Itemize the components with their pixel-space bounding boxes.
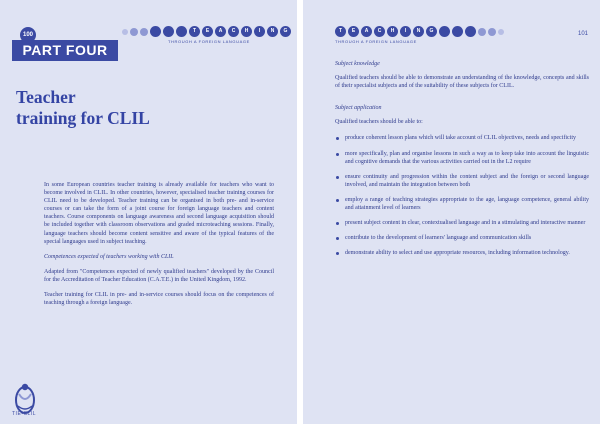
page-number-right: 101 [577, 31, 588, 37]
subject-knowledge-heading: Subject knowledge [335, 61, 380, 67]
intro-paragraph: In some European countries teacher training is already available for teachers who want to become involved in CLIL. In other countries, however, specialised teacher training courses for CLIL need to be developed. Teacher training can be organised in both pre- and in-service courses or can take the form of a joint course for foreign language teachers and content teachers. Course components on language awareness and second language acquisition should be included together with classroom observations and graded microteaching sessions. Finally, language teachers should become content sensitive and aware of the typical features of the special languages used in subject teaching. [44, 182, 274, 245]
competences-heading: Competences expected of teachers working with CLIL [44, 253, 174, 260]
page-number-left: 100 [20, 27, 36, 43]
list-item-text: demonstrate ability to select and use appropriate resources, including information technology. [345, 250, 570, 257]
series-letter: G [426, 26, 437, 37]
series-dot [452, 26, 463, 37]
subject-knowledge-text: Qualified teachers should be able to demonstrate an understanding of the knowledge, concepts and skills of their specialist subjects and of the suitability of these subjects for CLIL. [335, 75, 589, 90]
series-dot [163, 26, 174, 37]
series-letter: E [348, 26, 359, 37]
left-page [0, 0, 297, 424]
list-item-text: produce coherent lesson plans which will take account of CLIL objectives, needs and specificity [345, 135, 577, 142]
list-item [335, 134, 589, 142]
title-line: Teacher [16, 87, 76, 107]
series-letter: H [241, 26, 252, 37]
list-item-text: contribute to the development of learners' language and communication skills [345, 235, 532, 242]
list-item-text: more specifically, plan and organise lessons in such a way as to keep take into account the linguistic and cognitive demands that the various activities carried out in the L2 require [345, 150, 589, 165]
bullet-icon [336, 222, 339, 225]
competence-list [335, 134, 589, 257]
series-letter: I [254, 26, 265, 37]
left-body-text [44, 181, 274, 314]
list-item-text: present subject content in clear, contextualised language and in a stimulating and interactive manner [345, 220, 586, 227]
series-header-left [122, 25, 291, 45]
series-letter: H [387, 26, 398, 37]
series-letter: C [374, 26, 385, 37]
series-letter: I [400, 26, 411, 37]
series-dot [465, 26, 476, 37]
bullet-icon [336, 153, 339, 156]
subject-application-intro: Qualified teachers should be able to: [335, 119, 423, 126]
series-letter: A [361, 26, 372, 37]
logo-text: TIE-CLIL [12, 411, 37, 417]
closing-paragraph: Teacher training for CLIL in pre- and in-service courses should focus on the competences of teaching through a foreign language. [44, 292, 274, 307]
list-item [335, 219, 589, 227]
bullet-icon [336, 237, 339, 240]
series-dot [176, 26, 187, 37]
series-dot [488, 28, 496, 36]
series-letter: T [335, 26, 346, 37]
list-item-text: employ a range of teaching strategies appropriate to the age, language competence, general ability and attainment level of learners [345, 196, 589, 212]
series-letter: G [280, 26, 291, 37]
series-letter: N [267, 26, 278, 37]
list-item-text: ensure continuity and progression within the content subject and the foreign or second language involved, and maintain the integration between both [345, 173, 589, 188]
list-item [335, 249, 589, 257]
list-item [335, 150, 589, 166]
bullet-icon [336, 137, 339, 140]
bullet-icon [336, 252, 339, 255]
page-title [16, 87, 150, 129]
list-item [335, 173, 589, 189]
series-dot [140, 28, 148, 36]
bullet-icon [336, 199, 339, 202]
series-header-right [335, 25, 504, 45]
part-label: PART FOUR [12, 40, 118, 61]
series-dot [150, 26, 161, 37]
title-line: training for CLIL [16, 108, 150, 128]
series-dot [498, 29, 504, 35]
series-letter: A [215, 26, 226, 37]
right-body-text [335, 60, 589, 264]
series-letter: N [413, 26, 424, 37]
series-dot [478, 28, 486, 36]
series-dot [130, 28, 138, 36]
list-item [335, 234, 589, 242]
right-page [303, 0, 600, 424]
bullet-icon [336, 176, 339, 179]
source-note: Adapted from "Competences expected of newly qualified teachers" developed by the Council for the Accreditation of Teacher Education (C.A.T.E.) in the United Kingdom, 1992. [44, 268, 274, 283]
series-dot [439, 26, 450, 37]
series-subtitle: THROUGH A FOREIGN LANGUAGE [168, 39, 250, 44]
list-item [335, 196, 589, 212]
series-letter: T [189, 26, 200, 37]
series-letter: E [202, 26, 213, 37]
series-subtitle: THROUGH A FOREIGN LANGUAGE [335, 39, 417, 44]
series-letter: C [228, 26, 239, 37]
subject-application-heading: Subject application [335, 105, 382, 112]
series-dot [122, 29, 128, 35]
